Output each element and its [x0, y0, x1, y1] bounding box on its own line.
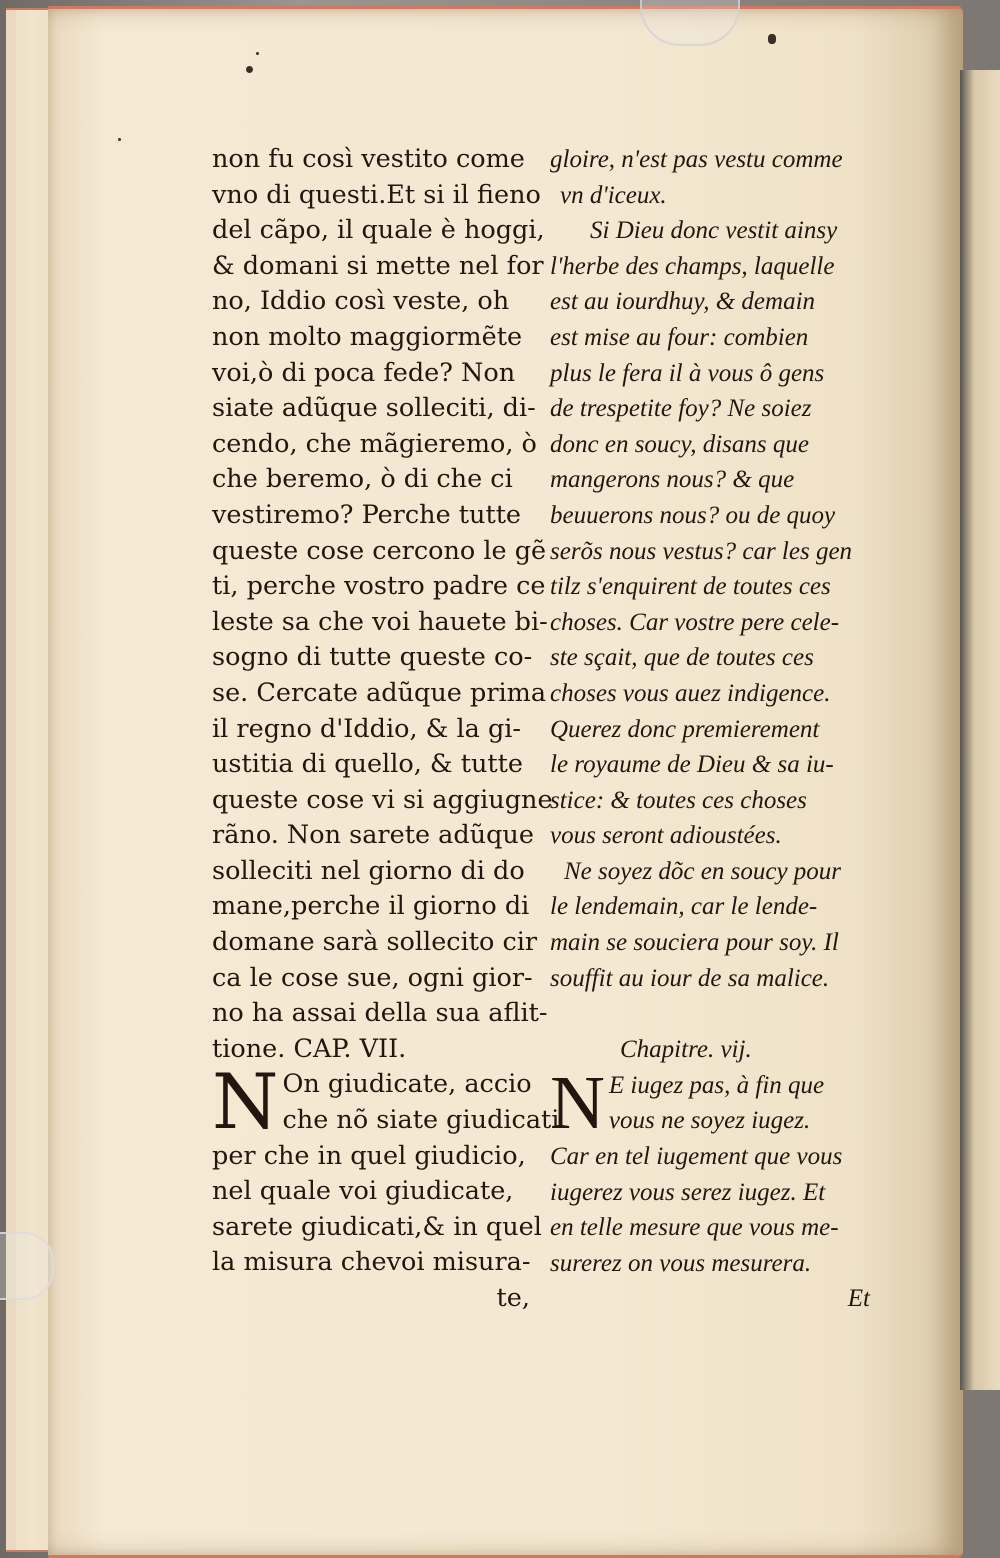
french-line: choses vous auez indigence.: [550, 679, 831, 707]
french-line: surerez on vous mesurera.: [550, 1249, 812, 1277]
french-dropcap-line: E iugez pas, à fin que: [608, 1071, 825, 1099]
french-chapter-heading: Chapitre. vij.: [620, 1036, 752, 1064]
italian-line: voi,ò di poca fede? Non: [212, 357, 516, 388]
italian-catchword: te,: [496, 1283, 530, 1313]
french-text: [550, 142, 890, 996]
french-line: vn d'iceux.: [560, 181, 667, 209]
italian-line: no, Iddio così veste, oh: [212, 286, 510, 317]
italian-line: se. Cercate adũque prima: [212, 677, 547, 708]
french-line: de trespetite foy? Ne soiez: [550, 395, 812, 423]
french-line: iugerez vous serez iugez. Et: [550, 1178, 826, 1206]
italian-line: il regno d'Iddio, & la gi-: [212, 713, 522, 744]
french-line: stice: & toutes ces choses: [550, 786, 807, 814]
french-line: choses. Car vostre pere cele-: [550, 608, 840, 636]
page-clip: [0, 1232, 54, 1300]
italian-line: no ha assai della sua aflit-: [212, 998, 548, 1029]
french-line: mangerons nous? & que: [550, 466, 795, 494]
spacer: [550, 996, 890, 1032]
italian-line: rãno. Non sarete adũque: [212, 820, 534, 851]
french-line: le lendemain, car le lende-: [550, 893, 818, 921]
italian-line: queste cose cercono le gẽ: [212, 535, 547, 566]
italian-dropcap-line: che nõ siate giudicati: [282, 1105, 560, 1136]
italian-line: mane,perche il giorno di: [212, 891, 530, 922]
italian-line: sogno di tutte queste co-: [212, 642, 533, 673]
french-line: plus le fera il à vous ô gens: [550, 359, 825, 387]
italian-line: leste sa che voi hauete bi-: [212, 606, 548, 637]
italian-text: [212, 142, 553, 1032]
italian-dropcap-block: [212, 1057, 560, 1147]
italian-line: ca le cose sue, ogni gior-: [212, 962, 533, 993]
italian-line: che beremo, ò di che ci: [212, 464, 513, 495]
italian-line: cendo, che mãgieremo, ò: [212, 428, 537, 459]
french-line: est au iourdhuy, & demain: [550, 288, 816, 316]
french-text-after: [550, 1139, 890, 1281]
italian-line: ustitia di quello, & tutte: [212, 749, 523, 780]
italian-line: non molto maggiormẽte: [212, 321, 523, 352]
italian-chapter-line: tione. CAP. VII.: [212, 1033, 407, 1064]
french-line: Si Dieu donc vestit ainsy: [590, 217, 838, 245]
ink-dot: [246, 66, 253, 73]
french-line: donc en soucy, disans que: [550, 430, 809, 458]
french-line: Ne soyez dõc en soucy pour: [564, 857, 842, 885]
french-line: en telle mesure que vous me-: [550, 1214, 839, 1242]
french-line: beuuerons nous? ou de quoy: [550, 501, 836, 529]
italian-line: sarete giudicati,& in quel: [212, 1211, 542, 1242]
italian-line: domane sarà sollecito cir: [212, 927, 538, 958]
french-dropcap-block: [550, 1060, 890, 1145]
french-dropcap-line: vous ne soyez iugez.: [608, 1107, 811, 1135]
italian-line: vno di questi.Et si il fieno: [212, 179, 541, 210]
italian-line: vestiremo? Perche tutte: [212, 499, 522, 530]
french-line: l'herbe des champs, laquelle: [550, 252, 835, 280]
italian-line: non fu così vestito come: [212, 144, 525, 174]
italian-line: siate adũque solleciti, di-: [212, 393, 536, 424]
italian-line: & domani si mette nel for: [212, 250, 544, 281]
italian-line: queste cose vi si aggiugne: [212, 784, 553, 815]
french-line: le royaume de Dieu & sa iu-: [550, 751, 834, 779]
french-line: Querez donc premierement: [550, 715, 820, 743]
french-line: vous seront adioustées.: [550, 822, 782, 850]
french-line: ste sçait, que de toutes ces: [550, 644, 814, 672]
ink-dot: [118, 138, 121, 141]
french-line: est mise au four: combien: [550, 323, 809, 351]
french-line: main se souciera pour soy. Il: [550, 929, 839, 957]
french-line: gloire, n'est pas vestu comme: [550, 146, 843, 173]
italian-line: la misura chevoi misura-: [212, 1247, 531, 1278]
french-line: tilz s'enquirent de toutes ces: [550, 573, 831, 601]
ink-dot: [256, 52, 259, 55]
french-line: Car en tel iugement que vous: [550, 1143, 843, 1171]
italian-line: per che in quel giudicio,: [212, 1140, 526, 1171]
french-line: souffit au iour de sa malice.: [550, 964, 830, 992]
french-drop-cap: N: [550, 1060, 605, 1145]
italian-line: del cãpo, il quale è hoggi,: [212, 215, 545, 246]
french-column: [550, 142, 890, 1317]
french-catchword: Et: [847, 1285, 870, 1313]
italian-dropcap-line: On giudicate, accio: [282, 1069, 532, 1100]
french-line: serõs nous vestus? car les gen: [550, 537, 853, 565]
italian-line: solleciti nel giorno di do: [212, 855, 525, 886]
italian-line: ti, perche vostro padre ce: [212, 571, 546, 602]
ink-dot: [768, 34, 776, 44]
italian-text-after: [212, 1139, 540, 1281]
italian-column: [212, 142, 560, 1317]
italian-drop-cap: N: [212, 1057, 279, 1147]
italian-line: nel quale voi giudicate,: [212, 1176, 514, 1207]
